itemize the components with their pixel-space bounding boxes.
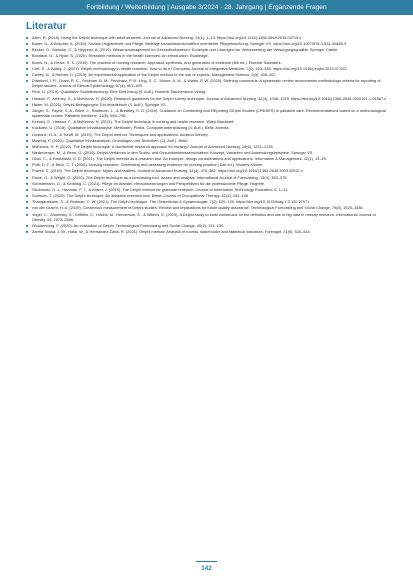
reference-text: Thangaratinam, S., & Redman, C. W. (2021). The Delphi technique. The Obstetrician & Gynaecologist, 7(2), 120–125. https://doi.org/10.1576/toag.7.2.120.27071	[32, 199, 310, 205]
reference-list	[26, 35, 390, 235]
reference-item	[26, 150, 390, 155]
reference-text: Jünger, S., Payne, S. A., Brine, J., Radbruch, L., & Brearley, S. G. (2019). Guidance on Conducting and REporting DElphi Studies (CREDES) in palliative care: Recommendations based on a methodological systematic review. Palliative Medicine, 31(8), 684–706.	[32, 107, 386, 119]
reference-text: Diamond, I. R., Grant, R. C., Feldman, B. M., Pencharz, P. B., Ling, S. C., Moore, A. M., & Wales, P. W. (2020). Defining consensus: A systematic review recommends methodologic criteria for reporting of Delphi studies. Journal of Clinical Epidemiology, 67(4), 401–409.	[32, 78, 381, 89]
reference-text: Niederberger, M., & Renn, O. (2019). Delphi-Verfahren in den Sozial- und Gesundheitswissenschaften: Konzept, Varianten und Anwendungsbeispiele. Springer VS.	[32, 149, 314, 155]
bullet-icon: ■	[26, 162, 29, 168]
reference-item	[26, 102, 390, 107]
reference-text: Sumsion, T. (2020). The Delphi technique: An adaptive research tool. British Journal of Occupational Therapy, 61(4), 153–156.	[32, 193, 250, 199]
bullet-icon: ■	[26, 156, 29, 162]
bullet-icon: ■	[26, 53, 29, 59]
reference-text: Becker, G., Mahnke, C., & Höppner, A. (2019). Wissensmanagement im Gesundheitswesen: Konzepte und Lösungen zur Verbesserung der Versorgungsqualität. Springer Gabler.	[32, 47, 339, 53]
reference-item	[26, 60, 390, 65]
reference-item	[26, 78, 390, 88]
reference-text: Skulmoski, G. J., Hartman, F. T., & Krahn, J. (2019). The Delphi method for graduate research. Journal of Information Technology Education, 6, 1–21.	[32, 186, 289, 192]
reference-item	[26, 53, 390, 58]
reference-item	[26, 72, 390, 77]
bullet-icon: ■	[26, 41, 29, 47]
reference-item	[26, 144, 390, 149]
bullet-icon: ■	[26, 168, 29, 174]
bullet-icon: ■	[26, 59, 29, 65]
reference-item	[26, 108, 390, 118]
reference-item	[26, 187, 390, 192]
reference-item	[26, 96, 390, 101]
reference-item	[26, 35, 390, 40]
bullet-icon: ■	[26, 229, 29, 234]
bullet-icon: ■	[26, 125, 29, 131]
reference-text: Keeney, S., Hasson, F., & McKenna, H. (2021). The Delphi technique in nursing and health research. Wiley-Blackwell.	[32, 119, 235, 125]
header-text: Fortbildung / Weiterbildung | Ausgabe 3/2024 · 28. Jahrgang | Ergänzende Fragen	[86, 4, 327, 11]
reference-text: Vogel, C., Zwolinsky, S., Griffiths, C., Hobbs, M., Henderson, E., & Wilkins, E. (2019). A Delphi study to build consensus on the definition and use of big data in obesity research. International Journal of Obesity, 43, 2573–2586.	[32, 211, 376, 222]
reference-item	[26, 205, 390, 210]
reference-item	[26, 229, 390, 234]
bullet-icon: ■	[26, 186, 29, 192]
reference-item	[26, 168, 390, 173]
footer-rule	[196, 561, 217, 562]
bullet-icon: ■	[26, 35, 29, 40]
reference-text: Flick, U. (2019). Qualitative Sozialforschung: Eine Einführung (9. Aufl.). Rowohlt Taschenbuch Verlag.	[32, 89, 207, 95]
bullet-icon: ■	[26, 131, 29, 137]
bullet-icon: ■	[26, 180, 29, 186]
reference-text: Okoli, C., & Pawlowski, S. D. (2021). The Delphi method as a research tool: An example, design considerations and applications. Information & Management, 42(1), 15–29.	[32, 156, 327, 162]
reference-text: Carr, S., & Bailey, J. (2021). Delphi methodology in health research: How to do it? European Journal of Integrative Medicine, 7(4), 423–428. https://doi.org/10.1016/j.eujim.2015.07.002	[32, 65, 347, 71]
reference-text: McKenna, H. P. (2020). The Delphi technique: A worthwhile research approach for nursing? Journal of Advanced Nursing, 19(6), 1221–1225.	[32, 143, 274, 149]
reference-text: Bauer, U., & Büscher, A. (2020). Soziale Ungleichheit und Pflege. Beiträge sozialwissenschaftlich orientierter Pflegeforschung. Springer VS. https://doi.org/10.1007/978-3-531-90885-9	[32, 41, 347, 47]
bullet-icon: ■	[26, 119, 29, 125]
bullet-icon: ■	[26, 143, 29, 149]
bullet-icon: ■	[26, 199, 29, 205]
reference-item	[26, 138, 390, 143]
section-heading: Literatur	[26, 21, 67, 32]
bullet-icon: ■	[26, 137, 29, 143]
reference-text: Allen, R. (2018). Using the Delphi technique with adult students. Journal of Advanced Nursing, 24(1), 1–13. https://doi.org/10.1111/j.1365-2648.2018.03715.x	[32, 35, 302, 40]
reference-item	[26, 162, 390, 167]
reference-item	[26, 181, 390, 186]
bullet-icon: ■	[26, 174, 29, 180]
bullet-icon: ■	[26, 222, 29, 228]
reference-text: Polit, D. F., & Beck, C. T. (2020). Nursing research: Generating and assessing evidence for nursing practice (11th ed.). Wolters Kluwer.	[32, 162, 264, 168]
bullet-icon: ■	[26, 211, 29, 217]
reference-text: Schmiemann, G., & Kersting, C. (2021). Pflege im Wandel: Herausforderungen und Perspektiven für die professionelle Pflege. Hogrefe.	[32, 180, 265, 186]
reference-text: Boniface, G., & Ryan, S. (2020). Research methods in the health sciences: An introduction. Routledge.	[32, 53, 209, 59]
bullet-icon: ■	[26, 205, 29, 211]
reference-item	[26, 125, 390, 130]
reference-text: Häder, M. (2021). Delphi-Befragungen: Ein Arbeitsbuch (3. Aufl.). Springer VS.	[32, 101, 167, 107]
reference-text: Powell, C. (2019). The Delphi technique: Myths and realities. Journal of Advanced Nursing, 41(4), 376–382. https://doi.org/10.1046/j.1365-2648.2003.02537.x	[32, 168, 303, 174]
reference-item	[26, 41, 390, 46]
bullet-icon: ■	[26, 193, 29, 199]
reference-item	[26, 212, 390, 222]
reference-text: Hasson, F., Keeney, S., & McKenna, H. (2020). Research guidelines for the Delphi survey technique. Journal of Advanced Nursing, 32(4), 1008–1015. https://doi.org/10.1046/j.1365-2648.2000.t01-1-01567.x	[32, 95, 387, 101]
reference-text: Dalkey, N., & Helmer, O. (2019). An experimental application of the Delphi method to the use of experts. Management Science, 9(3), 458–467.	[32, 71, 277, 77]
bullet-icon: ■	[26, 101, 29, 107]
bullet-icon: ■	[26, 71, 29, 77]
reference-item	[26, 66, 390, 71]
bullet-icon: ■	[26, 47, 29, 53]
bullet-icon: ■	[26, 149, 29, 155]
reference-text: Rowe, G., & Wright, G. (2020). The Delphi technique as a forecasting tool: Issues and analysis. International Journal of Forecasting, 15(4), 353–375.	[32, 174, 288, 180]
reference-item	[26, 119, 390, 124]
bullet-icon: ■	[26, 89, 29, 95]
reference-item	[26, 47, 390, 52]
reference-item	[26, 193, 390, 198]
header-band	[0, 0, 413, 15]
bullet-icon: ■	[26, 65, 29, 71]
reference-text: von der Gracht, H. A. (2019). Consensus measurement in Delphi studies: Review and implications for future quality assurance. Technological Forecasting and Social Change, 79(8), 1525–1536.	[32, 205, 364, 211]
reference-item	[26, 156, 390, 161]
reference-item	[26, 223, 390, 228]
bullet-icon: ■	[26, 95, 29, 101]
reference-text: Woudenberg, F. (2020). An evaluation of Delphi. Technological Forecasting and Social Change, 40(2), 131–150.	[32, 222, 225, 228]
reference-text: Linstone, H. A., & Turoff, M. (2019). The Delphi method: Techniques and applications. Addison-Wesley.	[32, 131, 209, 137]
reference-text: Burns, N., & Grove, S. K. (2019). The practice of nursing research: Appraisal, synthesis, and generation of evidence (8th ed.). Elsevier Saunders.	[32, 59, 282, 65]
reference-item	[26, 199, 390, 204]
reference-item	[26, 132, 390, 137]
reference-text: Mayring, P. (2022). Qualitative Inhaltsanalyse: Grundlagen und Techniken (13. Aufl.). Beltz.	[32, 137, 189, 143]
bullet-icon: ■	[26, 78, 29, 84]
reference-item	[26, 89, 390, 94]
reference-text: Zartha Sossa, J. W., Halal, W., & Hernandez Zarta, R. (2021). Delphi method: Analysis of rounds, stakeholder and statistical indicators. Foresight, 21(5), 525–544.	[32, 229, 311, 234]
page-number: 142	[201, 565, 212, 572]
reference-text: Kuckartz, U. (2018). Qualitative Inhaltsanalyse: Methoden, Praxis, Computerunterstützung (4. Aufl.). Beltz Juventa.	[32, 125, 230, 131]
reference-item	[26, 175, 390, 180]
bullet-icon: ■	[26, 107, 29, 113]
